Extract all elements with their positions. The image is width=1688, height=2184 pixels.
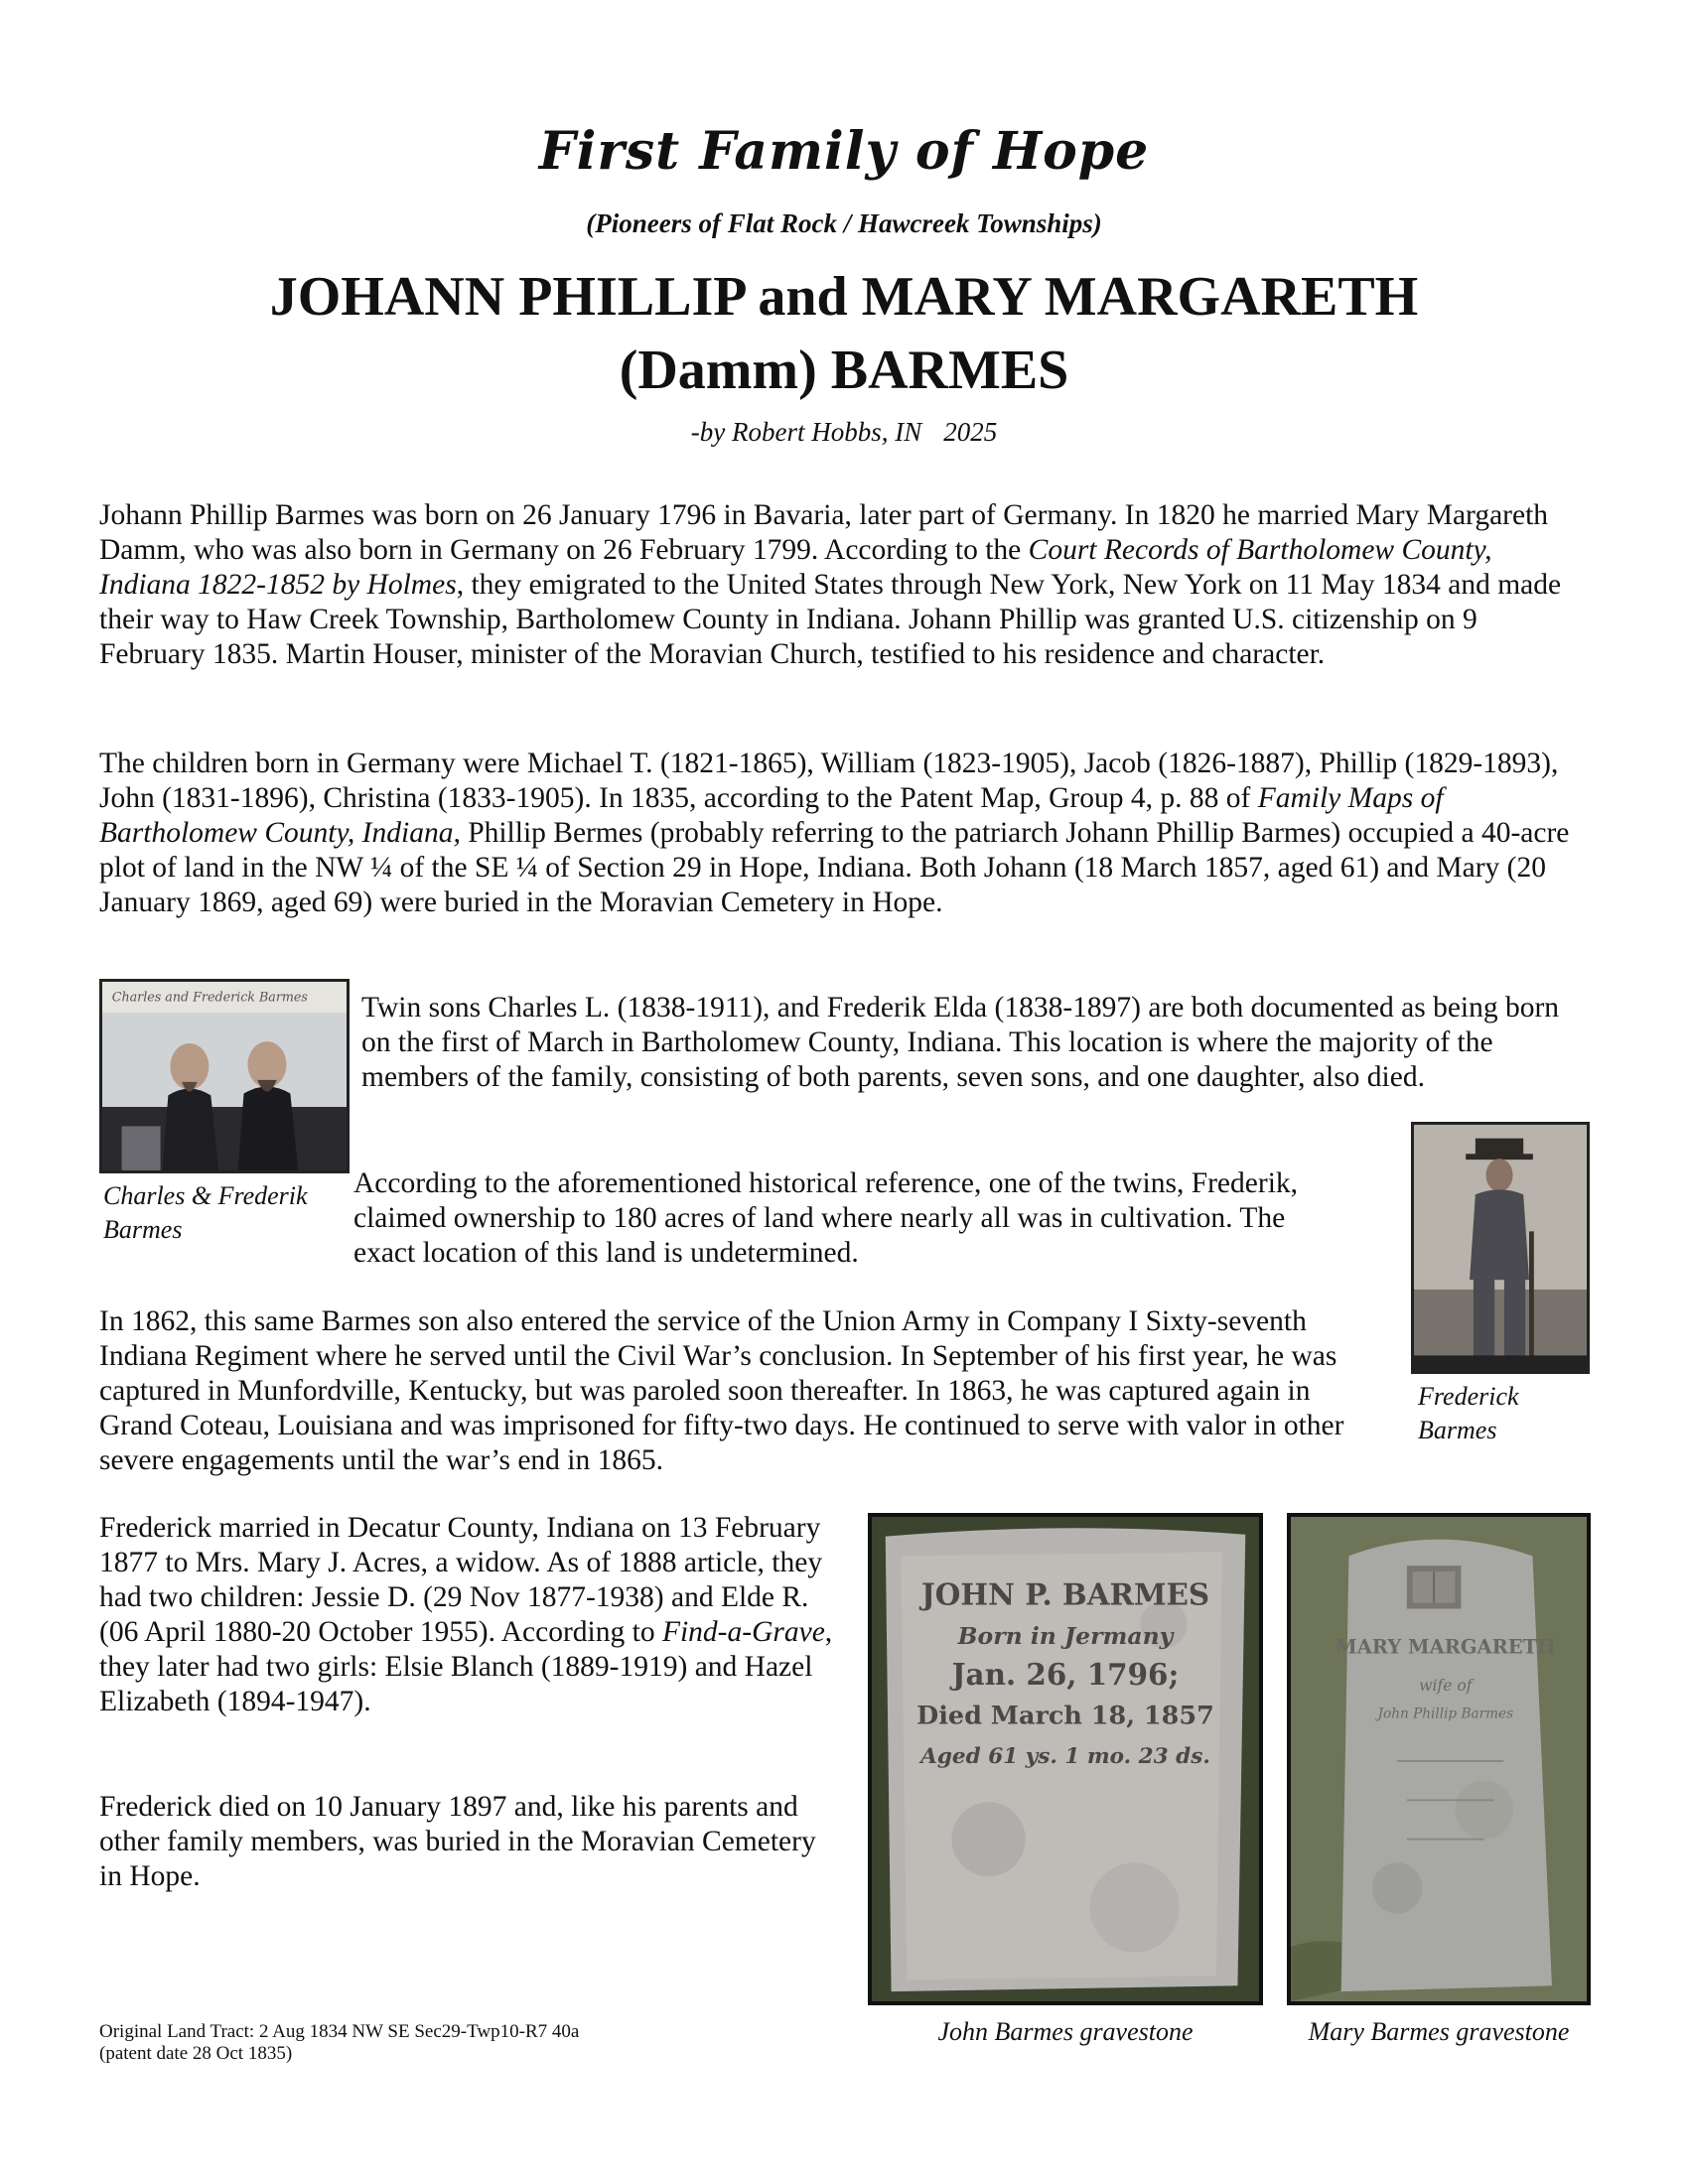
twins-caption-line-1: Charles & Frederik (103, 1181, 308, 1210)
author: -by Robert Hobbs, IN (690, 417, 922, 447)
paragraph-6 (99, 1511, 834, 1719)
p1-text-b: , they emigrated to the United States through New York, New York on 11 May 1834 and made their way to Haw Creek Township, Bartholomew County in Indiana. Johann Phillip was granted U.S. citizenship on 9 February 1835. Martin Houser, minister of the Moravian Church, testified to his residence and character. (99, 569, 1562, 670)
p6-reference: Find-a-Grave (661, 1616, 825, 1648)
subtitle: (Pioneers of Flat Rock / Hawcreek Townships) (586, 208, 1102, 238)
john-stone-line-2: Born in Jermany (957, 1621, 1174, 1650)
p6-text-a: Frederick married in Decatur County, Indiana on 13 February 1877 to Mrs. Mary J. Acres, a widow. As of 1888 article, they had two children: Jessie D. (29 Nov 1877-1938) and Elde R. (06 April 1880-20 October 1955). According to (99, 1512, 823, 1648)
paragraph-7: Frederick died on 10 January 1897 and, like his parents and other family members, was buried in the Moravian Cemetery in Hope. (99, 1791, 816, 1892)
paragraph-1 (99, 498, 1589, 672)
paragraph-3: Twin sons Charles L. (1838-1911), and Frederik Elda (1838-1897) are both documented as being born on the first of March in Bartholomew County, Indiana. This location is where the majority of the members of the family, consisting of both parents, seven sons, and one daughter, also died. (361, 992, 1560, 1093)
paragraph-5: In 1862, this same Barmes son also entered the service of the Union Army in Company I Sixty-seventh Indiana Regiment where he served until the Civil War’s conclusion. In September of his first year, he was captured in Munfordville, Kentucky, but was paroled soon thereafter. In 1863, he was captured again in Grand Coteau, Louisiana and was imprisoned for fifty-two days. He continued to serve with valor in other severe engagements until the war’s end in 1865. (99, 1305, 1344, 1476)
p6-text-b: , they later had two girls: Elsie Blanch (1889-1919) and Hazel Elizabeth (1894-1947). (99, 1616, 833, 1717)
john-gravestone-caption: John Barmes gravestone (937, 2017, 1194, 2046)
twins-photo-inscription: Charles and Frederick Barmes (111, 989, 308, 1005)
john-gravestone-image (872, 1517, 1259, 2001)
twins-caption (103, 1179, 342, 1247)
mary-gravestone-image (1291, 1517, 1587, 2001)
page-title (0, 260, 1688, 407)
footnote-line-2: (patent date 28 Oct 1835) (99, 2043, 293, 2064)
title-line-1: JOHANN PHILLIP and MARY MARGARETH (269, 266, 1419, 328)
land-tract-footnote (99, 2021, 814, 2065)
year: 2025 (943, 417, 998, 447)
john-stone-line-1: JOHN P. BARMES (920, 1576, 1210, 1612)
p2-text-b: Phillip Bermes (probably referring to the patriarch Johann Phillip Barmes) occupied a 40-acre plot of land in the NW ¼ of the SE ¼ of Section 29 in Hope, Indiana. Both Johann (18 March 1857, aged 61) and Mary (20 January 1869, aged 69) were buried in the Moravian Cemetery in Hope. (99, 817, 1570, 918)
title-line-2: (Damm) BARMES (619, 340, 1069, 401)
p1-text-a: Johann Phillip Barmes was born on 26 January 1796 in Bavaria, later part of Germany. In 1820 he married Mary Margareth Damm, who was also born in Germany on 26 February 1799. According to the (99, 499, 1549, 566)
john-stone-line-3: Jan. 26, 1796; (951, 1657, 1180, 1693)
p2-text-a: The children born in Germany were Michael T. (1821-1865), William (1823-1905), Jacob (1826-1887), Phillip (1829-1893), John (1831-1896), Christina (1833-1905). In 1835, according to the Patent Map, Group 4, p. 88 of (99, 748, 1559, 814)
mary-stone-line-1: MARY MARGARETH (1336, 1635, 1556, 1659)
p2-reference: Family Maps of Bartholomew County, Indiana, (99, 782, 1444, 849)
mary-stone-line-3: John Phillip Barmes (1377, 1706, 1514, 1722)
soldier-caption-line-2: Barmes (1418, 1416, 1497, 1444)
soldier-caption (1418, 1380, 1587, 1447)
paragraph-2 (99, 747, 1589, 920)
soldier-photo-image (1414, 1125, 1587, 1371)
mary-gravestone-caption: Mary Barmes gravestone (1308, 2017, 1570, 2046)
twins-caption-line-2: Barmes (103, 1215, 183, 1244)
john-gravestone-photo (868, 1513, 1263, 2005)
john-stone-line-5: Aged 61 ys. 1 mo. 23 ds. (920, 1743, 1210, 1769)
twins-photo-image (102, 982, 347, 1170)
paragraph-4: According to the aforementioned historical reference, one of the twins, Frederik, claimed ownership to 180 acres of land where nearly all was in cultivation. The exact location of this land is undetermined. (353, 1167, 1299, 1269)
p1-reference: Court Records of Bartholomew County, Indiana 1822-1852 by Holmes (99, 534, 1492, 601)
byline (0, 417, 1688, 448)
twins-photo (99, 979, 350, 1173)
john-stone-line-4: Died March 18, 1857 (916, 1701, 1214, 1731)
mary-gravestone-photo (1287, 1513, 1591, 2005)
footnote-line-1: Original Land Tract: 2 Aug 1834 NW SE Sec29-Twp10-R7 40a (99, 2021, 580, 2042)
soldier-caption-line-1: Frederick (1418, 1382, 1519, 1411)
series-title: First Family of Hope (538, 121, 1150, 182)
mary-stone-line-2: wife of (1419, 1676, 1473, 1696)
soldier-photo (1411, 1122, 1590, 1374)
